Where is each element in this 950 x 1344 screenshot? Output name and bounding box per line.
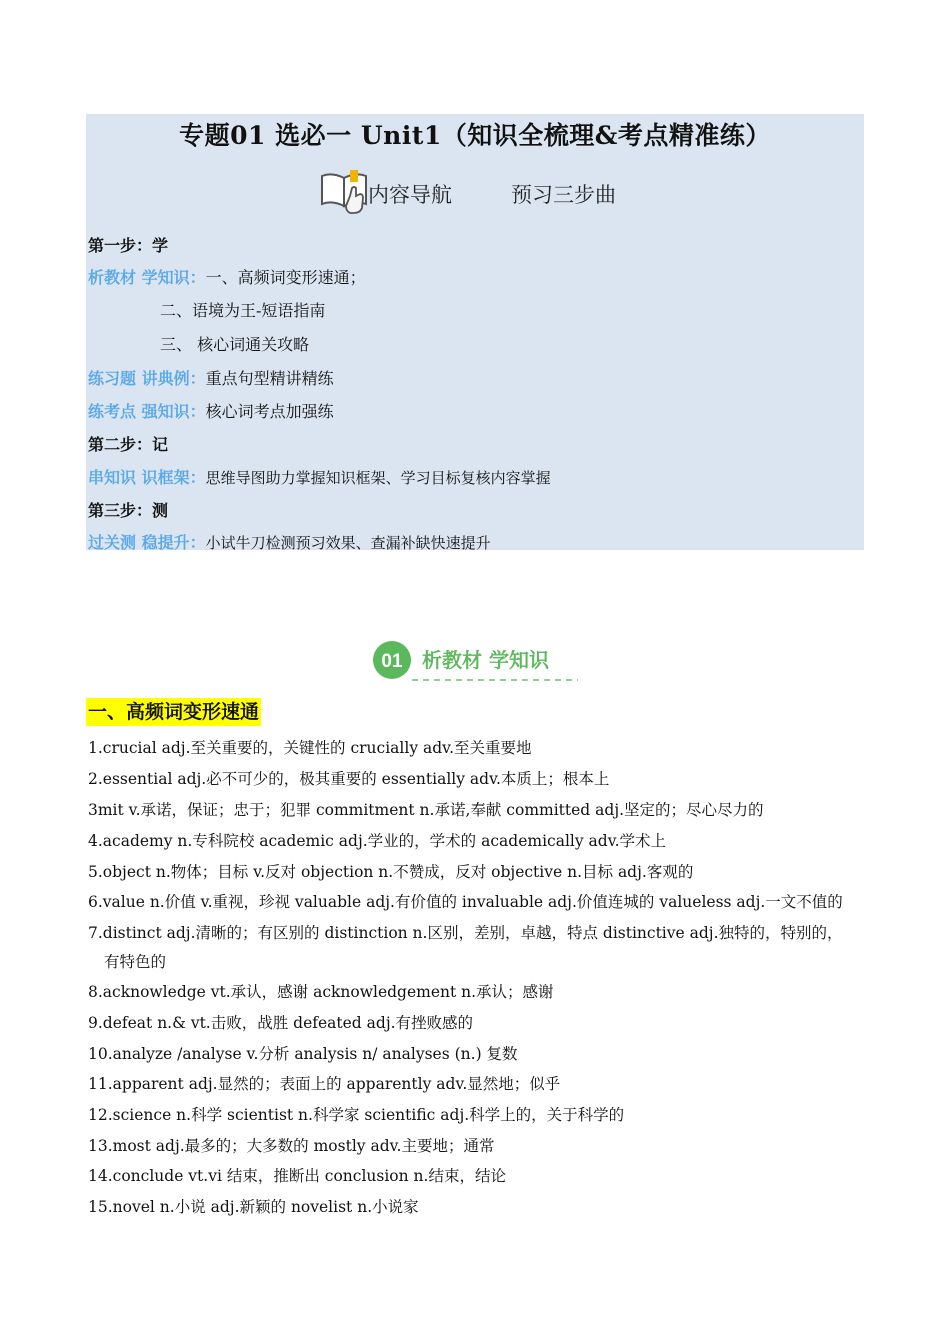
step-row-1-prefix: 析教材 学知识： bbox=[88, 268, 206, 287]
nav-label-preview: 预习三步曲 bbox=[511, 183, 616, 207]
book-hand-icon bbox=[318, 166, 372, 214]
step-row-5-text: 核心词考点加强练 bbox=[205, 402, 334, 421]
vocab-item: 6.value n.价值 v.重视，珍视 valuable adj.有价值的 invaluable adj.价值连城的 valueless adj.一文不值的 bbox=[88, 893, 843, 911]
vocab-item: 13.most adj.最多的；大多数的 mostly adv.主要地；通常 bbox=[88, 1137, 495, 1155]
vocab-item: 12.science n.科学 scientist n.科学家 scientific adj.科学上的，关于科学的 bbox=[88, 1106, 625, 1124]
vocab-item: 3mit v.承诺，保证；忠于；犯罪 commitment n.承诺,奉献 committed adj.坚定的；尽心尽力的 bbox=[88, 801, 764, 819]
vocab-item: 1.crucial adj.至关重要的，关键性的 crucially adv.至关重要地 bbox=[88, 739, 532, 757]
vocab-item: 14.conclude vt.vi 结束，推断出 conclusion n.结束，结论 bbox=[88, 1167, 506, 1185]
step-row-6-text: 思维导图助力掌握知识框架、学习目标复核内容掌握 bbox=[205, 469, 551, 487]
badge-number: 01 bbox=[381, 651, 403, 672]
vocab-item: 7.distinct adj.清晰的；有区别的 distinction n.区别，差别，卓越，特点 distinctive adj.独特的，特别的， bbox=[88, 924, 843, 942]
step-row-1-text: 一、高频词变形速通； bbox=[205, 268, 366, 287]
vocab-item: 5.object n.物体；目标 v.反对 objection n.不赞成，反对 objective n.目标 adj.客观的 bbox=[88, 863, 694, 881]
section-badge bbox=[370, 640, 580, 684]
vocab-item: 10.analyze /analyse v.分析 analysis n/ analyses (n.) 复数 bbox=[88, 1045, 518, 1063]
vocab-item: 11.apparent adj.显然的；表面上的 apparently adv.显然地；似乎 bbox=[88, 1075, 561, 1093]
step-row-6 bbox=[88, 465, 551, 488]
vocab-item: 8.acknowledge vt.承认，感谢 acknowledgement n.承认；感谢 bbox=[88, 983, 554, 1001]
step-1-label: 第一步：学 bbox=[88, 236, 169, 255]
nav-label-content: 内容导航 bbox=[368, 183, 452, 207]
step-row-7-text: 小试牛刀检测预习效果、查漏补缺快速提升 bbox=[205, 534, 491, 552]
section-heading: 一、高频词变形速通 bbox=[86, 698, 261, 726]
step-row-7 bbox=[88, 530, 491, 553]
step-row-5 bbox=[88, 399, 334, 422]
vocab-item: 4.academy n.专科院校 academic adj.学业的，学术的 academically adv.学术上 bbox=[88, 832, 667, 850]
step-row-4-prefix: 练习题 讲典例： bbox=[88, 369, 206, 388]
vocab-item: 2.essential adj.必不可少的，极其重要的 essentially adv.本质上；根本上 bbox=[88, 770, 610, 788]
step-row-4 bbox=[88, 366, 334, 389]
page-title: 专题01 选必一 Unit1（知识全梳理&考点精准练） bbox=[179, 121, 771, 150]
step-row-1 bbox=[88, 265, 366, 288]
step-row-2-text: 二、语境为王-短语指南 bbox=[160, 301, 326, 320]
step-row-6-prefix: 串知识 识框架： bbox=[88, 468, 206, 487]
vocab-item: 15.novel n.小说 adj.新颖的 novelist n.小说家 bbox=[88, 1198, 419, 1216]
step-row-4-text: 重点句型精讲精练 bbox=[205, 369, 334, 388]
vocab-item: 9.defeat n.& vt.击败，战胜 defeated adj.有挫败感的 bbox=[88, 1014, 474, 1032]
content-nav bbox=[318, 166, 658, 216]
step-row-7-prefix: 过关测 稳提升： bbox=[88, 533, 206, 552]
badge-label: 析教材 学知识 bbox=[422, 648, 549, 672]
step-3-label: 第三步：测 bbox=[88, 501, 169, 520]
step-2-label: 第二步：记 bbox=[88, 435, 169, 454]
vocab-item-continuation: 有特色的 bbox=[104, 953, 167, 971]
step-row-5-prefix: 练考点 强知识： bbox=[88, 402, 206, 421]
step-row-3-text: 三、 核心词通关攻略 bbox=[160, 335, 310, 354]
